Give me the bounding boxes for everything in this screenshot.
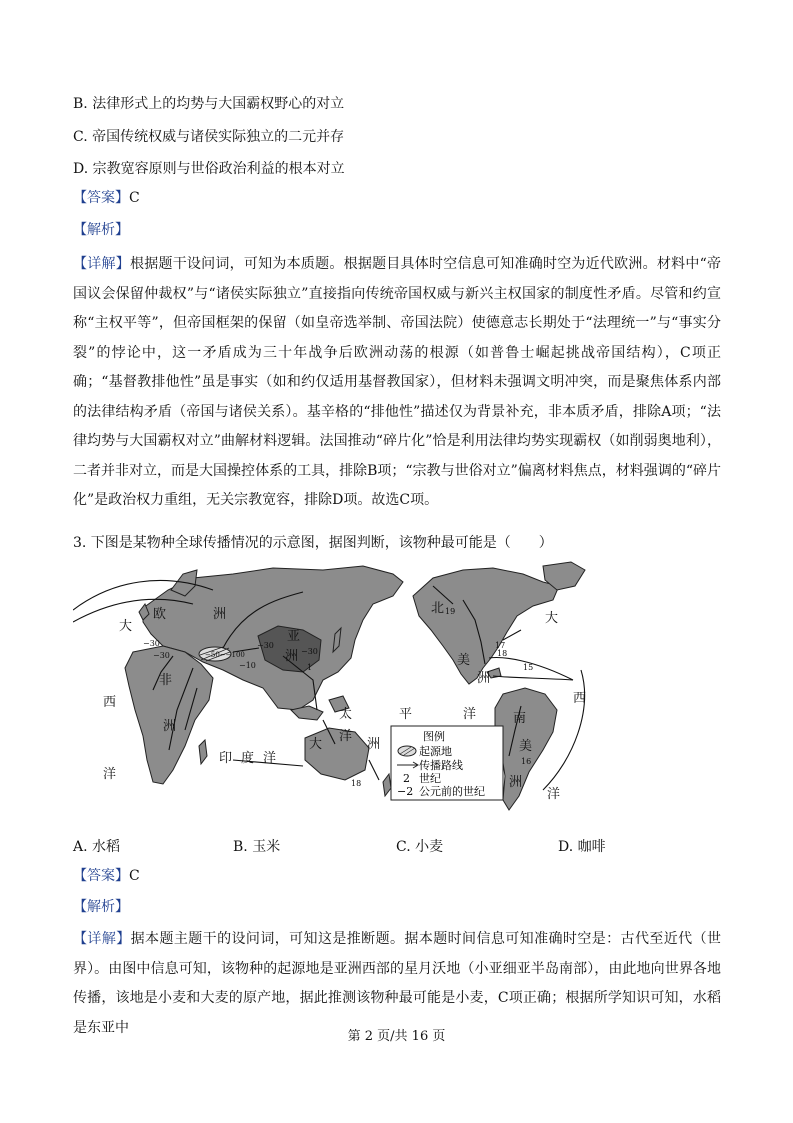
q2-analysis-tag [73, 222, 129, 238]
ocean-label: 洋 [263, 751, 277, 766]
svg-text:−10: −10 [239, 661, 256, 670]
continent-label: 非 [159, 673, 173, 688]
ocean-label: 大 [119, 619, 133, 634]
q2-detail [73, 250, 721, 516]
svg-text:−30: −30 [153, 651, 170, 660]
choice-c: C. 小麦 [396, 839, 444, 855]
analysis-tag: 【解析】 [73, 222, 129, 238]
q3-answer [73, 868, 140, 884]
legend-route: 传播路线 [419, 759, 463, 772]
legend-century-num: 2 [403, 772, 410, 785]
detail-tag: 【详解】 [73, 931, 131, 947]
answer-value: C [129, 868, 140, 884]
q3-stem: 3. 下图是某物种全球传播情况的示意图，据图判断，该物种最可能是（ ） [73, 535, 553, 551]
ocean-label: 印 [219, 751, 233, 766]
legend-title: 图例 [423, 730, 445, 743]
answer-value: C [129, 190, 140, 206]
map-legend [391, 726, 503, 800]
continent-label: 大 [309, 737, 323, 752]
continent-label: 北 [431, 601, 445, 616]
answer-tag: 【答案】 [73, 868, 129, 884]
continent-label: 欧 [153, 607, 167, 622]
svg-text:−30: −30 [257, 641, 274, 650]
continent-label: 南 [513, 711, 527, 726]
svg-text:1: 1 [307, 663, 313, 672]
continent-label: 美 [457, 653, 471, 668]
choice-b: B. 玉米 [233, 839, 281, 855]
svg-text:18: 18 [497, 649, 508, 658]
svg-text:−30: −30 [143, 639, 160, 648]
q2-answer [73, 190, 140, 206]
choice-a: A. 水稻 [73, 839, 121, 855]
legend-origin: 起源地 [419, 745, 452, 758]
svg-text:15: 15 [523, 663, 534, 672]
option-b: B. 法律形式上的均势与大国霸权野心的对立 [73, 96, 345, 112]
ocean-label: 平 [399, 707, 413, 722]
continent-label: 洲 [285, 649, 299, 664]
ocean-label: 西 [103, 695, 117, 710]
detail-text: 根据题干设问词，可知为本质题。根据题目具体时空信息可知准确时空为近代欧洲。材料中“帝国议会保留仲裁权”与“诸侯实际独立”直接指向传统帝国权威与新兴主权国家的制度性矛盾。尽管和约宣称“主权平等”，但帝国框架的保留（如皇帝选举制、帝国法院）使德意志长期处于“法理统一”与“事实分裂”的悖论中，这一矛盾成为三十年战争后欧洲动荡的根源（如普鲁士崛起挑战帝国结构），C项正确；“基督教排他性”虽是事实（如和约仅适用基督教国家），但材料未强调文明冲突，而是聚焦体系内部的法律结构矛盾（帝国与诸侯关系）。基辛格的“排他性”描述仅为背景补充，非本质矛盾，排除A项；“法律均势与大国霸权对立”曲解材料逻辑。法国推动“碎片化”恰是利用法律均势实现霸权（如削弱奥地利），二者并非对立，而是大国操控体系的工具，排除B项；“宗教与世俗对立”偏离材料焦点，材料强调的“碎片化”是政治权力重组，无关宗教宽容，排除D项。故选C项。 [73, 256, 722, 508]
world-map-svg [73, 560, 628, 822]
choice-d: D. 咖啡 [558, 839, 606, 855]
species-spread-map [73, 560, 628, 822]
continent-label: 洲 [213, 607, 227, 622]
ocean-label: 洋 [103, 767, 117, 782]
continent-label: 洲 [509, 775, 523, 790]
svg-text:18: 18 [351, 779, 362, 788]
continent-label: 美 [519, 739, 533, 754]
legend-century: 世纪 [419, 772, 441, 785]
continent-label: 洲 [367, 737, 381, 752]
ocean-label: 太 [339, 707, 353, 722]
ocean-label: 大 [545, 611, 559, 626]
option-d: D. 宗教宽容原则与世俗政治利益的根本对立 [73, 161, 345, 177]
continent-label: 亚 [287, 629, 301, 644]
svg-text:19: 19 [445, 607, 456, 616]
detail-tag: 【详解】 [73, 256, 130, 272]
svg-text:−30: −30 [301, 647, 318, 656]
page-footer: 第 2 页/共 16 页 [347, 1029, 446, 1044]
continent-label: 洲 [163, 719, 177, 734]
detail-text: 据本题主题干的设问词，可知这是推断题。据本题时间信息可知准确时空是：古代至近代（世界）。由图中信息可知，该物种的起源地是亚洲西部的星月沃地（小亚细亚半岛南部），由此地向世界各地传播，该地是小麦和大麦的原产地，据此推测该物种最可能是小麦，C项正确；根据所学知识可知，水稻是东亚中 [73, 931, 722, 1036]
svg-text:17: 17 [495, 641, 506, 650]
continent-label: 洲 [477, 671, 491, 686]
ocean-label: 洋 [463, 707, 477, 722]
svg-text:−50~−100: −50~−100 [205, 651, 245, 659]
answer-tag: 【答案】 [73, 190, 129, 206]
legend-bce-num: −2 [397, 785, 414, 798]
q3-analysis-tag [73, 899, 129, 915]
analysis-tag: 【解析】 [73, 899, 129, 915]
ocean-label: 洋 [547, 787, 561, 802]
continent-label: 洋 [339, 729, 353, 744]
legend-bce: 公元前的世纪 [419, 785, 485, 798]
option-c: C. 帝国传统权威与诸侯实际独立的二元并存 [73, 129, 345, 145]
ocean-label: 度 [241, 751, 255, 766]
svg-text:16: 16 [521, 757, 532, 766]
ocean-label: 西 [573, 691, 587, 706]
